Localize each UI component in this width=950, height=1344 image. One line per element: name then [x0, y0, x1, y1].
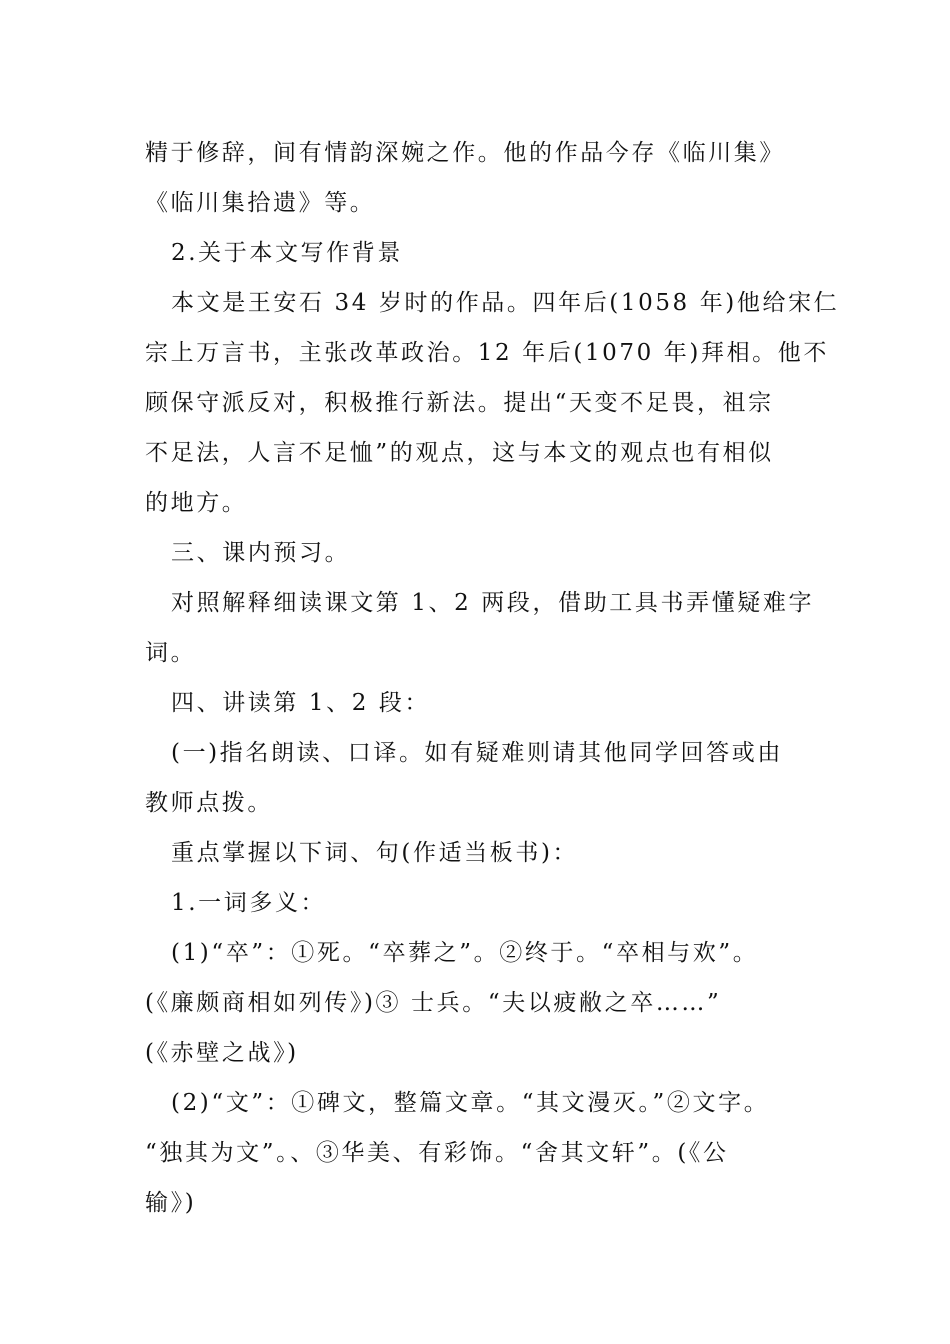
paragraph-start: 重点掌握以下词、句(作适当板书)： [171, 840, 579, 866]
text-line: (《赤壁之战》) [145, 1040, 299, 1066]
subheading: 1.一词多义： [171, 890, 327, 916]
section-heading: 2.关于本文写作背景 [171, 240, 403, 266]
text-line: 词。 [145, 640, 197, 666]
text-line: 不足法，人言不足恤”的观点，这与本文的观点也有相似 [145, 440, 774, 466]
text-line: 教师点拨。 [145, 790, 273, 816]
text-line: (《廉颇商相如列传》)③ 士兵。“夫以疲敝之卒……” [145, 990, 722, 1016]
text-line: 《临川集拾遗》等。 [145, 190, 376, 216]
paragraph-start: (一)指名朗读、口译。如有疑难则请其他同学回答或由 [171, 740, 783, 766]
text-line: 精于修辞，间有情韵深婉之作。他的作品今存《临川集》 [145, 140, 785, 166]
text-line: 顾保守派反对，积极推行新法。提出“天变不足畏，祖宗 [145, 390, 774, 416]
text-line: 输》) [145, 1190, 197, 1216]
list-item: (1)“卒”：①死。“卒葬之”。②终于。“卒相与欢”。 [171, 940, 759, 966]
section-heading: 四、讲读第 1、2 段： [171, 690, 431, 716]
text-line: 的地方。 [145, 490, 248, 516]
paragraph-start: 本文是王安石 34 岁时的作品。四年后(1058 年)他给宋仁 [171, 290, 840, 316]
text-line: 宗上万言书，主张改革政治。12 年后(1070 年)拜相。他不 [145, 340, 829, 366]
text-line: “独其为文”。、③华美、有彩饰。“舍其文轩”。(《公 [145, 1140, 729, 1166]
document-text-body [145, 128, 840, 1228]
paragraph-start: 对照解释细读课文第 1、2 两段，借助工具书弄懂疑难字 [171, 590, 815, 616]
section-heading: 三、课内预习。 [171, 540, 351, 566]
list-item: (2)“文”：①碑文，整篇文章。“其文漫灭。”②文字。 [171, 1090, 770, 1116]
